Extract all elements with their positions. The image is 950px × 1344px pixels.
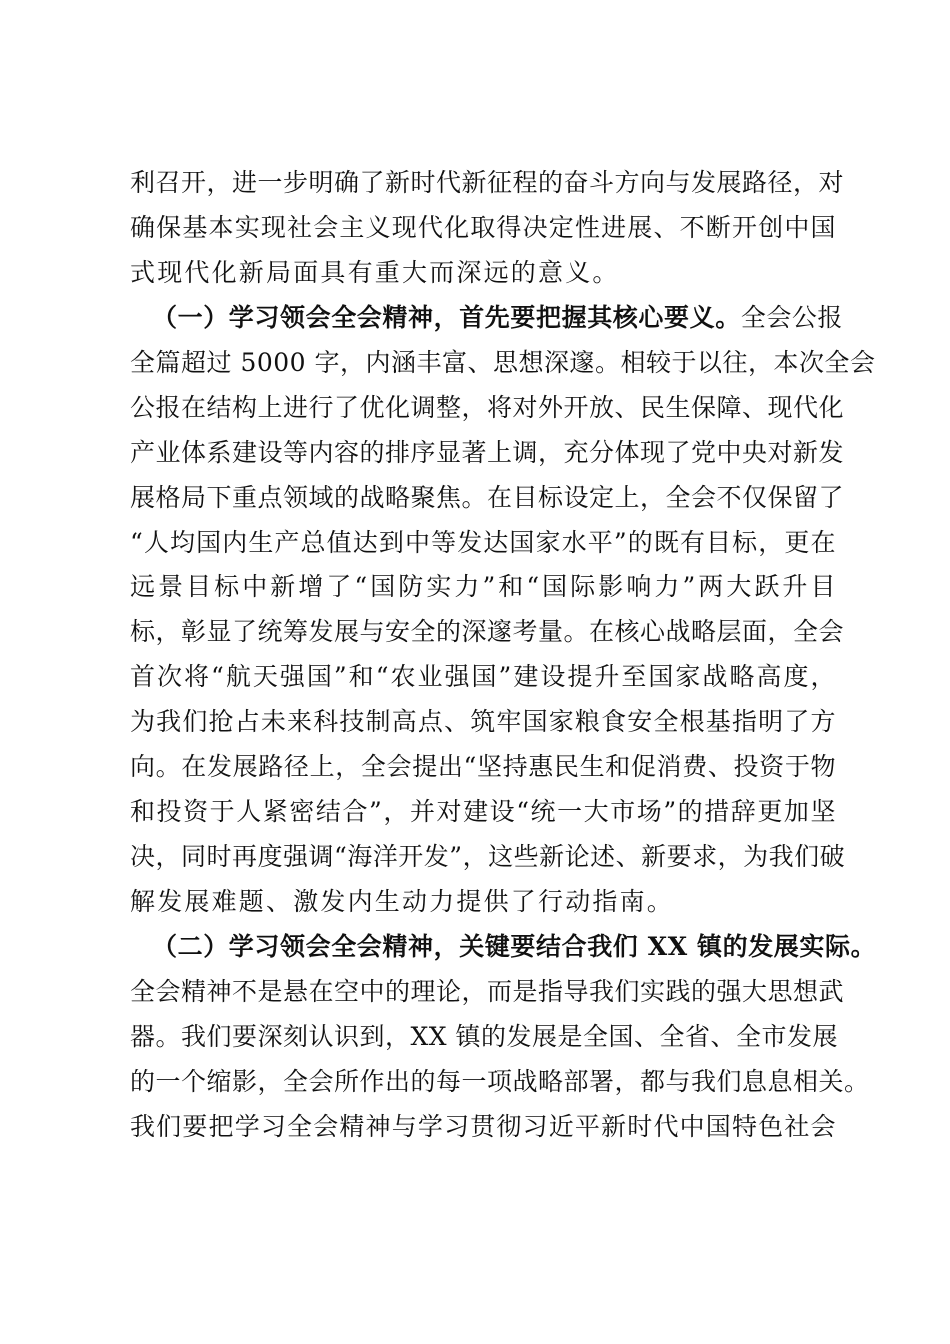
text-line: 标，彰显了统筹发展与安全的深邃考量。在核心战略层面，全会: [130, 617, 845, 647]
text-line: 器。我们要深刻认识到，XX 镇的发展是全国、全省、全市发展: [130, 1021, 839, 1051]
text-line: 和投资于人紧密结合”，并对建设“统一大市场”的措辞更加坚: [130, 797, 836, 827]
text-line: 决，同时再度强调“海洋开发”，这些新论述、新要求，为我们破: [130, 842, 846, 872]
text-line: 的一个缩影，全会所作出的每一项战略部署，都与我们息息相关。: [130, 1066, 870, 1096]
text-line: 向。在发展路径上，全会提出“坚持惠民生和促消费、投资于物: [130, 752, 836, 782]
text-line: 利召开，进一步明确了新时代新征程的奋斗方向与发展路径，对: [130, 168, 845, 197]
body-text: [130, 161, 877, 1150]
text-line: [130, 925, 877, 970]
text-line: 式现代化新局面具有重大而深远的意义。: [130, 257, 620, 287]
section-heading-1: （一）学习领会全会精神，首先要把握其核心要义。: [152, 302, 741, 332]
text-line: 全篇超过 5000 字，内涵丰富、思想深邃。相较于以往，本次全会: [130, 347, 876, 377]
text-line: 我们要把学习全会精神与学习贯彻习近平新时代中国特色社会: [130, 1111, 836, 1141]
text-fragment: 全会公报: [740, 302, 843, 332]
text-line: 远景目标中新增了“国防实力”和“国际影响力”两大跃升目: [130, 572, 836, 602]
text-line: “人均国内生产总值达到中等发达国家水平”的既有目标，更在: [130, 527, 836, 557]
text-line: 为我们抢占未来科技制高点、筑牢国家粮食安全根基指明了方: [130, 707, 836, 737]
text-line: 确保基本实现社会主义现代化取得决定性进展、不断开创中国: [130, 212, 836, 242]
text-line: 全会精神不是悬在空中的理论，而是指导我们实践的强大思想武: [130, 976, 845, 1006]
section-heading-2: （二）学习领会全会精神，关键要结合我们 XX 镇的发展实际。: [152, 931, 877, 961]
text-line: 展格局下重点领域的战略聚焦。在目标设定上，全会不仅保留了: [130, 482, 845, 512]
text-line: 产业体系建设等内容的排序显著上调，充分体现了党中央对新发: [130, 437, 845, 467]
text-line: 公报在结构上进行了优化调整，将对外开放、民生保障、现代化: [130, 392, 845, 422]
text-line: [130, 296, 843, 341]
text-line: 解发展难题、激发内生动力提供了行动指南。: [130, 887, 675, 916]
text-line: 首次将“航天强国”和“农业强国”建设提升至国家战略高度，: [130, 662, 836, 692]
